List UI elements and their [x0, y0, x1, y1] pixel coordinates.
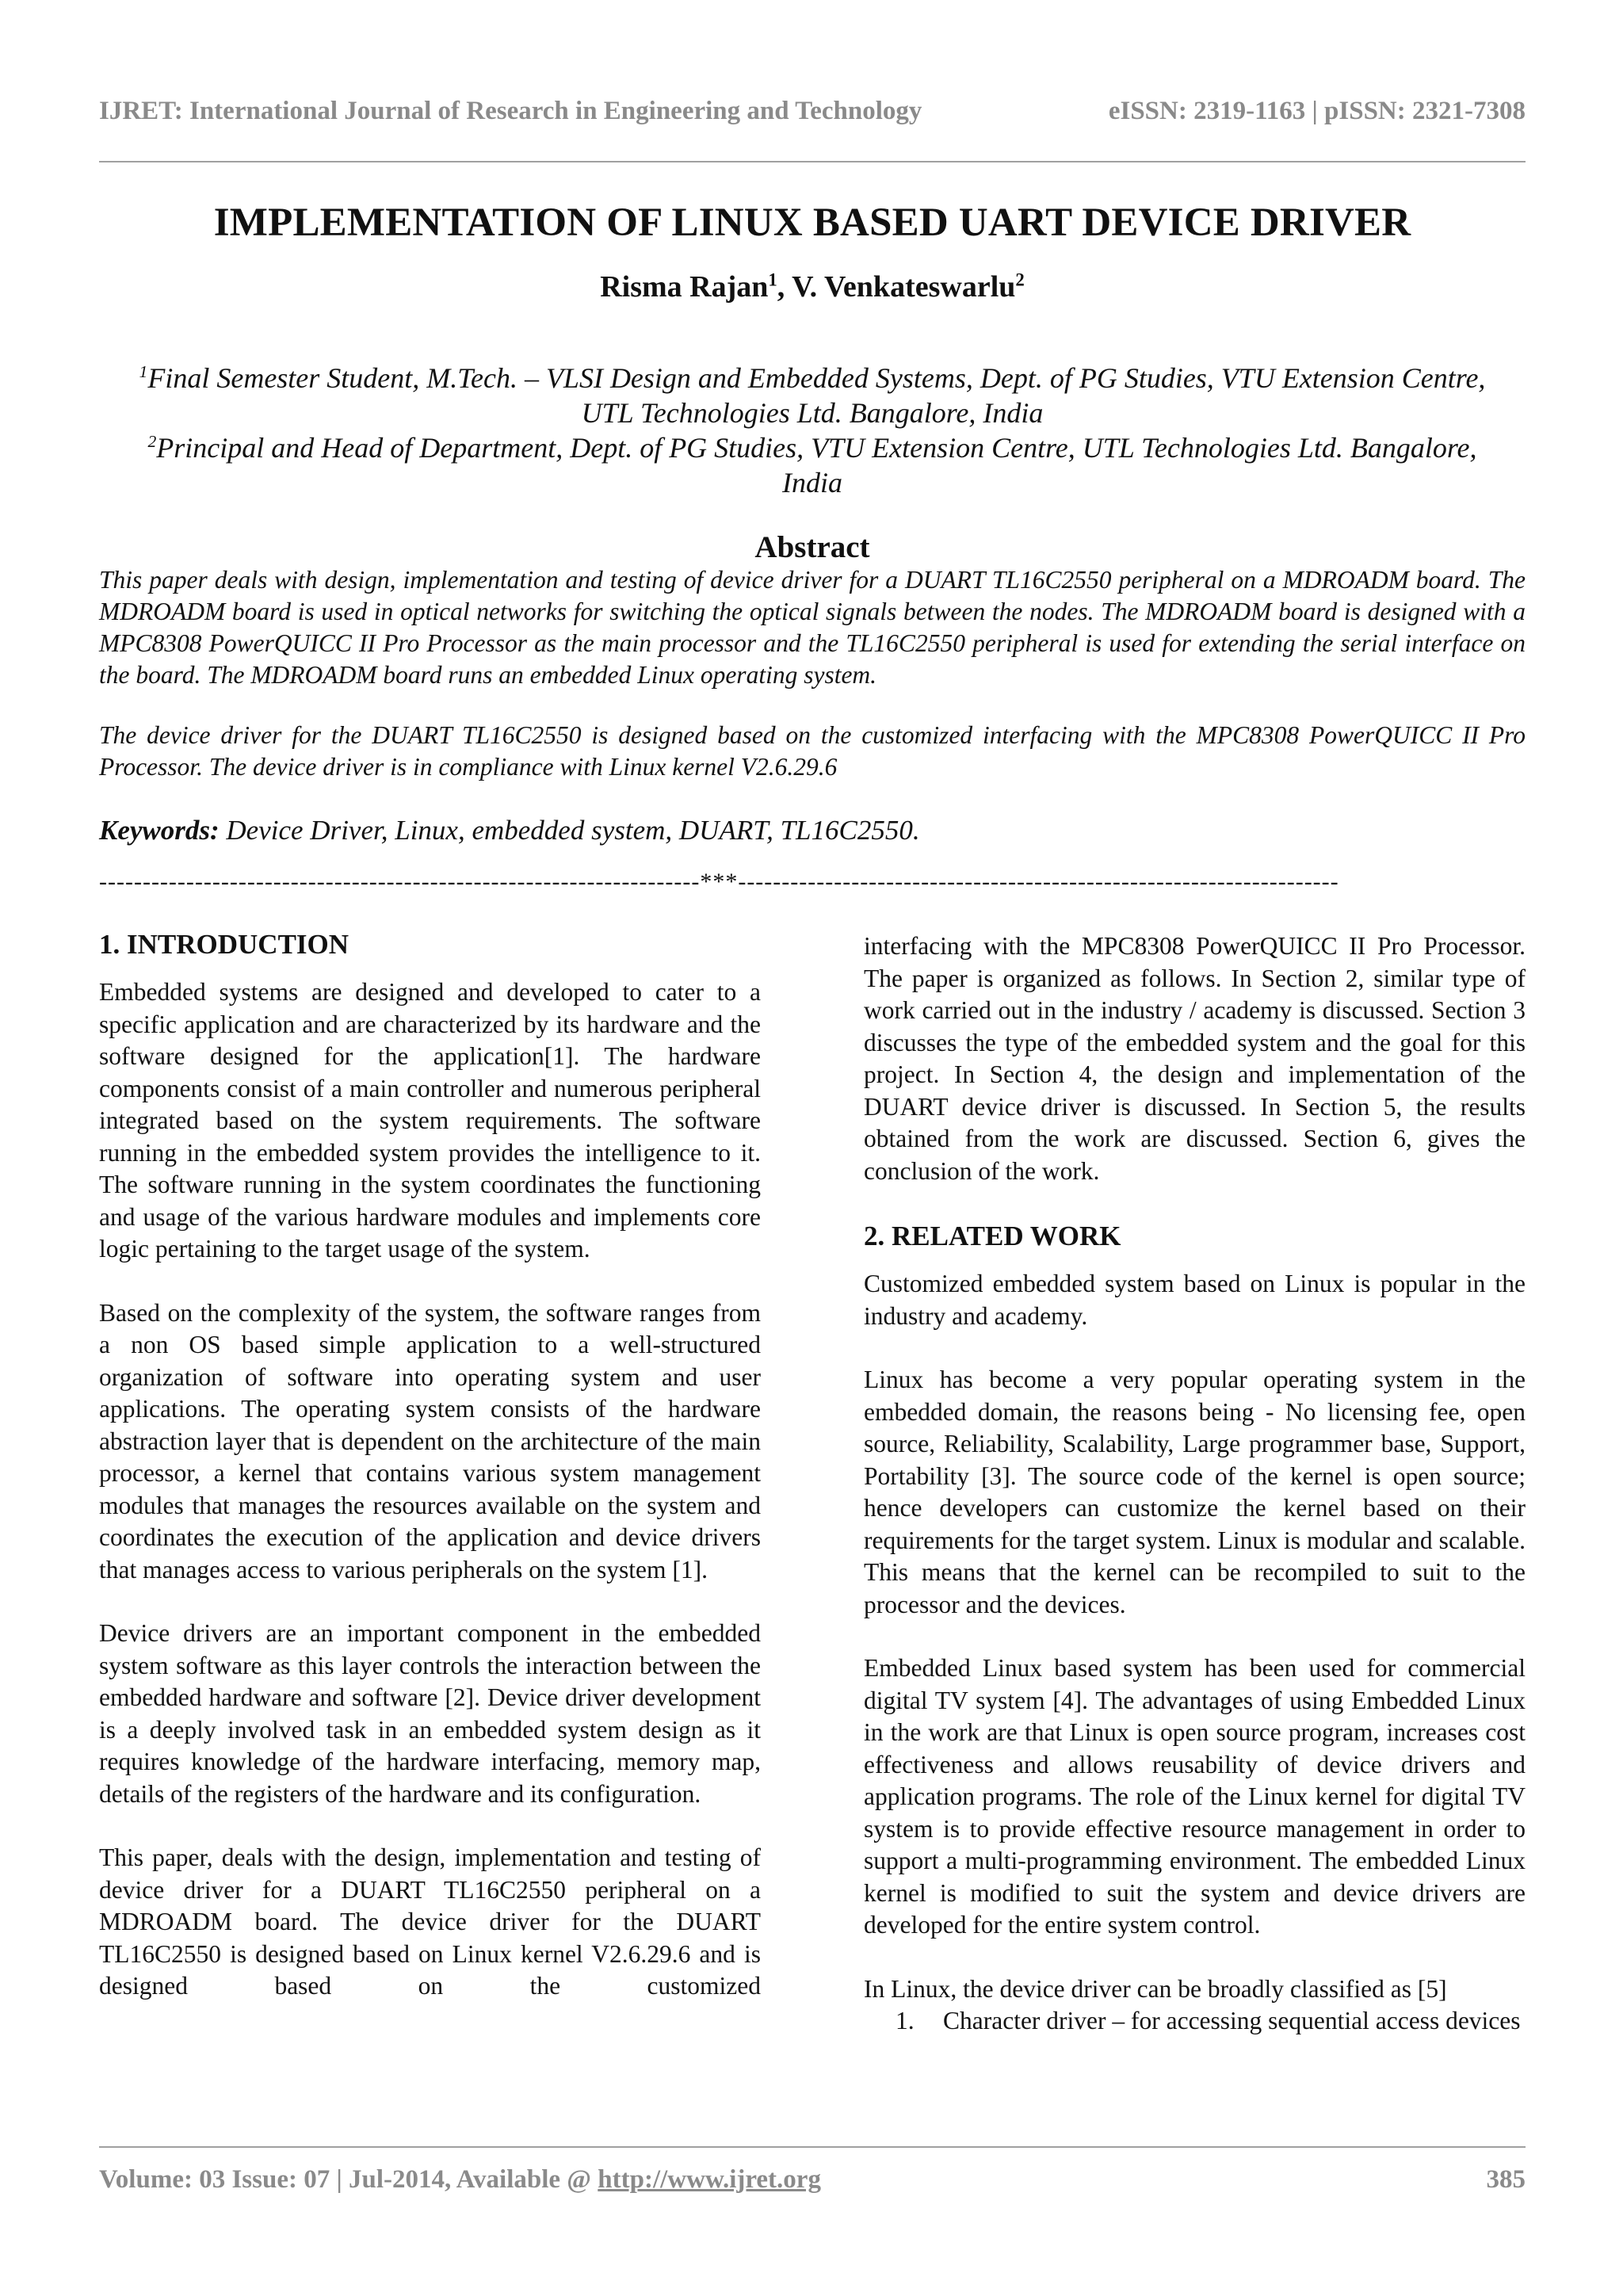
paragraph: This paper, deals with the design, implementation and testing of device driver for a DUART TL16C2550 peripheral on a MDROADM board. The device driver for the DUART TL16C2550 is designed based on Linux kernel V2.6.29.6 and is designed based on the customized: [99, 1843, 761, 2000]
abstract-paragraph: This paper deals with design, implementation and testing of device driver for a DUART TL16C2550 peripheral on a MDROADM board. The MDROADM board is used in optical networks for switching the optical signals between the nodes. The MDROADM board is designed with a MPC8308 PowerQUICC II Pro Processor as the main processor and the TL16C2550 peripheral is used for extending the serial interface on the board. The MDROADM board runs an embedded Linux operating system.: [99, 566, 1526, 689]
author-separator: ,: [777, 270, 792, 304]
footer-volume: Volume: 03 Issue: 07 | Jul-2014, Available @: [99, 2165, 598, 2194]
right-column: [864, 930, 1526, 2038]
running-header: [99, 97, 1526, 126]
running-footer: [99, 2165, 1526, 2195]
authors: [99, 269, 1526, 304]
paragraph: Embedded systems are designed and developed to cater to a specific application and are characterized by its hardware and the software designed for the application[1]. The hardware components consist of a main controller and numerous peripheral integrated based on the system requirements. The software running in the embedded system provides the intelligence to it. The software running in the system coordinates the functioning and usage of the various hardware modules and implements core logic pertaining to the target usage of the system.: [99, 978, 761, 1263]
abstract-paragraph: The device driver for the DUART TL16C2550 is designed based on the customized interfacing with the MPC8308 PowerQUICC II Pro Processor. The device driver is in compliance with Linux kernel V2.6.29.6: [99, 721, 1526, 781]
keywords-label: Keywords:: [99, 815, 220, 846]
abstract-heading: Abstract: [754, 530, 870, 564]
affiliation-cont: India: [782, 467, 842, 499]
author-name: V. Venkateswarlu: [792, 270, 1016, 304]
paragraph: Linux has become a very popular operating system in the embedded domain, the reasons being - No licensing fee, open source, Reliability, Scalability, Large programmer base, Support, Portability [3]. The source code of the kernel is open source; hence developers can customize the kernel based on their requirements for the target system. Linux is modular and scalable. This means that the kernel can be recompiled to suit to the processor and the devices.: [864, 1366, 1526, 1618]
list-text: Character driver – for accessing sequential access devices: [943, 2007, 1521, 2034]
affiliation: $^2$Principal and Head of Department, Dept. of PG Studies, VTU Extension Centre, UTL Technologies Ltd. Bangalore,: [147, 432, 1477, 464]
journal-name: IJRET: International Journal of Research in Engineering and Technology: [99, 97, 922, 125]
affiliation: $^1$Final Semester Student, M.Tech. – VLSI Design and Embedded Systems, Dept. of PG Studies, VTU Extension Centre,: [139, 362, 1486, 394]
issn: eISSN: 2319-1163 | pISSN: 2321-7308: [1108, 97, 1526, 125]
affiliations: [99, 361, 1526, 500]
keywords-text: Device Driver, Linux, embedded system, DUART, TL16C2550.: [219, 815, 920, 846]
author-sup: 1: [768, 269, 777, 290]
affiliation-cont: UTL Technologies Ltd. Bangalore, India: [581, 397, 1044, 429]
paragraph: Customized embedded system based on Linux is popular in the industry and academy.: [864, 1270, 1526, 1330]
header-rule: [99, 161, 1526, 162]
keywords: [99, 815, 1526, 846]
paragraph: interfacing with the MPC8308 PowerQUICC II Pro Processor. The paper is organized as follows. In Section 2, similar type of work carried out in the industry / academy is discussed. Section 3 discusses the type of the embedded system and the goal for this project. In Section 4, the design and implementation of the DUART device driver is discussed. In Section 5, the results obtained from the work are discussed. Section 6, gives the conclusion of the work.: [864, 932, 1526, 1185]
section-heading: 2. RELATED WORK: [864, 1221, 1121, 1251]
list-number: 1.: [896, 2007, 915, 2034]
paragraph: In Linux, the device driver can be broadly classified as [5]: [864, 1974, 1447, 2003]
left-column: [99, 927, 761, 2034]
footer-rule: [99, 2146, 1526, 2148]
paragraph: Embedded Linux based system has been used for commercial digital TV system [4]. The advantages of using Embedded Linux in the work are that Linux is open source program, increases cost effectiveness and allows reusability of device drivers and application programs. The role of the Linux kernel for digital TV system is to provide effective resource management in order to support a multi-programming environment. The embedded Linux kernel is modified to suit the system and device drivers are developed for the entire system control.: [864, 1654, 1526, 1939]
list-item: [864, 2005, 1526, 2038]
journal-link[interactable]: http://www.ijret.org: [598, 2165, 821, 2194]
author-name: Risma Rajan: [600, 270, 769, 304]
paragraph: Device drivers are an important component in the embedded system software as this layer controls the interaction between the embedded hardware and software [2]. Device driver development is a deeply involved task in an embedded system design as it requires knowledge of the hardware interfacing, memory map, details of the registers of the hardware and its configuration.: [99, 1619, 761, 1808]
author-sup: 2: [1015, 269, 1025, 290]
paper-title: IMPLEMENTATION OF LINUX BASED UART DEVICE DRIVER: [213, 201, 1411, 245]
page-number: 385: [1486, 2165, 1526, 2194]
paragraph: Based on the complexity of the system, the software ranges from a non OS based simple application to a well-structured organization of software into operating system and user applications. The operating system consists of the hardware abstraction layer that is dependent on the architecture of the main processor, a kernel that contains various system management modules that manages the resources available on the system and coordinates the execution of the application and device drivers that manages access to various peripherals on the system [1].: [99, 1298, 761, 1584]
section-heading: 1. INTRODUCTION: [99, 929, 349, 960]
separator-line: ---------------------------------------------------------------------***---------------------------------------------------------------------: [99, 869, 1339, 895]
